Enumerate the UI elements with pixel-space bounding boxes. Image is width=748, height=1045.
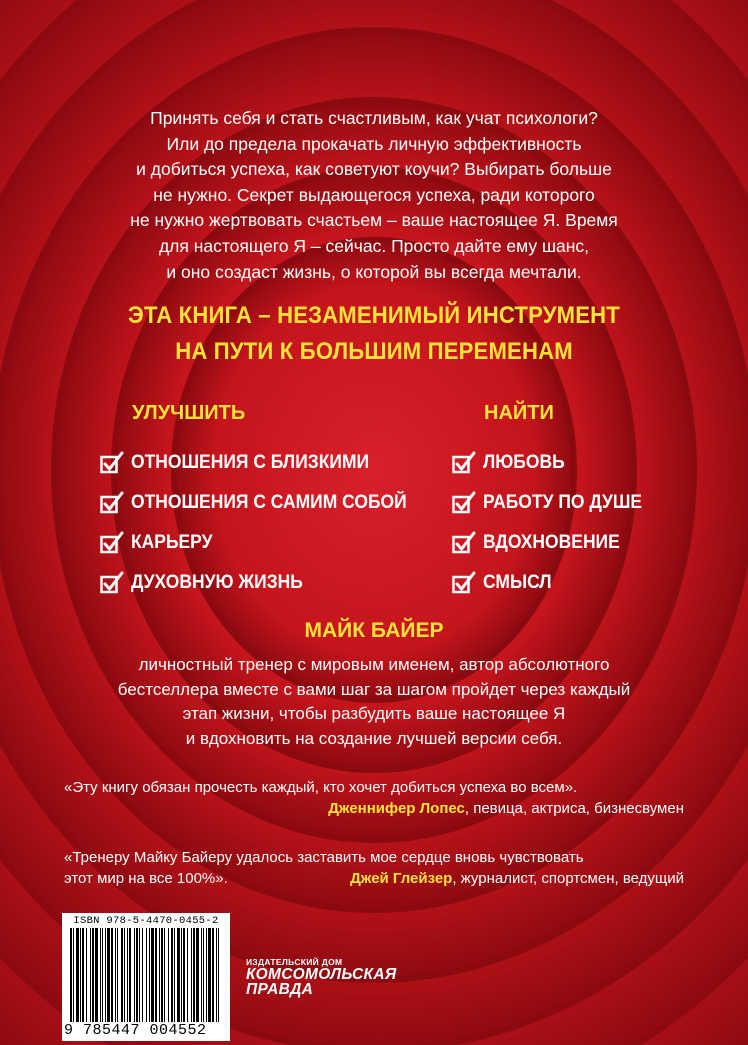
checkbox-checked-icon: [452, 531, 476, 555]
barcode-bar: [212, 928, 214, 1022]
checkbox-checked-icon: [100, 571, 124, 595]
quote-text-line: «Тренеру Майку Байеру удалось заставить мое сердце вновь чувствовать: [64, 849, 584, 866]
intro-line: и добиться успеха, как советуют коучи? Выбирать больше: [136, 159, 612, 180]
quote-author: Дженнифер Лопес: [328, 800, 465, 817]
intro-paragraph: [40, 106, 708, 285]
barcode-bar: [171, 928, 173, 1022]
barcode-bar: [216, 928, 217, 1022]
barcode-bar: [177, 928, 180, 1022]
barcode-bar: [92, 928, 94, 1022]
barcode-bar: [73, 928, 74, 1022]
barcode-bar: [121, 928, 123, 1022]
improve-item: [100, 563, 431, 603]
barcode-number: 9 785447 004552: [64, 1022, 207, 1039]
barcode-bar: [80, 928, 81, 1022]
author-bio-line: этап жизни, чтобы разбудить ваше настоящее Я: [182, 704, 566, 723]
barcode-bar: [149, 928, 150, 1022]
barcode-bar: [159, 928, 160, 1022]
quote-text-line: этот мир на все 100%».: [64, 870, 228, 887]
quote-attribution: [64, 798, 684, 819]
barcode-bar: [90, 928, 91, 1022]
headline-line-2: НА ПУТИ К БОЛЬШИМ ПЕРЕМЕНАМ: [175, 338, 573, 365]
improve-item: [100, 483, 431, 523]
publisher-logo: [246, 957, 396, 997]
barcode-bars: [68, 928, 224, 1026]
checkbox-checked-icon: [452, 571, 476, 595]
improve-item-label: ОТНОШЕНИЯ С САМИМ СОБОЙ: [131, 492, 407, 513]
quote-author-role: , журналист, спортсмен, ведущий: [452, 870, 684, 887]
headline: [58, 298, 691, 370]
find-item: [452, 563, 656, 603]
author-bio-line: личностный тренер с мировым именем, автор абсолютного: [138, 655, 610, 674]
barcode-bar: [76, 928, 79, 1022]
barcode: [62, 913, 230, 1041]
publisher-name-line-1: КОМСОМОЛЬСКАЯ: [246, 966, 397, 983]
intro-line: для настоящего Я – сейчас. Просто дайте ему шанс,: [158, 235, 590, 256]
barcode-bar: [105, 928, 106, 1022]
checkbox-checked-icon: [452, 491, 476, 515]
find-item-label: РАБОТУ ПО ДУШЕ: [483, 492, 643, 513]
author-bio-line: и вдохновить на создание лучшей версии себя.: [185, 728, 563, 748]
improve-item-label: КАРЬЕРУ: [131, 532, 213, 553]
isbn-text: ISBN 978-5-4470-0455-2: [73, 915, 219, 927]
intro-line: Или до предела прокачать личную эффективность: [166, 133, 582, 154]
checkbox-checked-icon: [452, 451, 476, 475]
barcode-bar: [174, 928, 175, 1022]
barcode-bar: [124, 928, 125, 1022]
barcode-bar: [139, 928, 140, 1022]
quote-2: [64, 847, 684, 889]
barcode-bar: [151, 928, 154, 1022]
barcode-bar: [191, 928, 192, 1022]
barcode-bar: [129, 928, 131, 1022]
barcode-bar: [168, 928, 169, 1022]
barcode-bar: [142, 928, 143, 1022]
checkbox-checked-icon: [100, 491, 124, 515]
barcode-bar: [218, 928, 219, 1022]
publisher-label: ИЗДАТЕЛЬСКИЙ ДОМ: [246, 957, 343, 967]
barcode-bar: [86, 928, 87, 1022]
barcode-bar: [181, 928, 182, 1022]
improve-column: [100, 400, 431, 603]
find-title: НАЙТИ: [484, 402, 554, 424]
quote-author: Джей Глейзер: [350, 870, 453, 887]
author-bio-line: бестселлера вместе с вами шаг за шагом пройдет через каждый: [117, 679, 631, 699]
find-item: [452, 483, 656, 523]
intro-line: и оно создаст жизнь, о которой вы всегда мечтали.: [166, 261, 582, 282]
find-item-label: ЛЮБОВЬ: [483, 452, 565, 473]
quote-author-role: , певица, актриса, бизнесвумен: [464, 800, 684, 817]
author-name: МАЙК БАЙЕР: [304, 619, 444, 642]
improve-item-label: ОТНОШЕНИЯ С БЛИЗКИМИ: [131, 452, 370, 473]
improve-title: УЛУЧШИТЬ: [132, 402, 246, 424]
barcode-bar: [193, 928, 195, 1022]
improve-item: [100, 443, 431, 483]
barcode-bar: [155, 928, 157, 1022]
intro-line: Принять себя и стать счастливым, как учат психологи?: [150, 108, 598, 128]
intro-line: не нужно жертвовать счастьем – ваше настоящее Я. Время: [130, 210, 618, 231]
improve-item: [100, 523, 431, 563]
find-item-label: СМЫСЛ: [483, 572, 552, 593]
quote-1: [64, 777, 684, 819]
barcode-bar: [107, 928, 110, 1022]
find-item: [452, 443, 656, 483]
quote-text-line: «Эту книгу обязан прочесть каждый, кто хочет добиться успеха во всем».: [64, 779, 578, 796]
barcode-bar: [95, 928, 98, 1022]
checkbox-checked-icon: [100, 451, 124, 475]
barcode-bar: [164, 928, 165, 1022]
find-item: [452, 523, 656, 563]
barcode-bar: [161, 928, 163, 1022]
barcode-bar: [111, 928, 113, 1022]
intro-line: не нужно. Секрет выдающегося успеха, ради которого: [153, 184, 595, 205]
find-column: [452, 400, 656, 603]
barcode-bar: [183, 928, 185, 1022]
headline-line-1: ЭТА КНИГА – НЕЗАМЕНИМЫЙ ИНСТРУМЕНТ: [128, 302, 620, 329]
author-bio: [40, 653, 708, 751]
improve-item-label: ДУХОВНУЮ ЖИЗНЬ: [131, 572, 303, 593]
barcode-bar: [136, 928, 138, 1022]
barcode-bar: [82, 928, 84, 1022]
barcode-bar: [117, 928, 118, 1022]
barcode-bar: [146, 928, 147, 1022]
barcode-bar: [203, 928, 204, 1022]
barcode-bar: [206, 928, 207, 1022]
barcode-bar: [208, 928, 211, 1022]
barcode-bar: [102, 928, 103, 1022]
barcode-bar: [127, 928, 128, 1022]
barcode-bar: [201, 928, 202, 1022]
checkbox-checked-icon: [100, 531, 124, 555]
find-item-label: ВДОХНОВЕНИЕ: [483, 532, 620, 553]
barcode-bar: [187, 928, 188, 1022]
barcode-bar: [134, 928, 135, 1022]
barcode-bar: [115, 928, 116, 1022]
publisher-name-line-2: ПРАВДА: [246, 981, 314, 998]
barcode-bar: [70, 928, 72, 1022]
barcode-bar: [100, 928, 101, 1022]
barcode-bar: [196, 928, 199, 1022]
